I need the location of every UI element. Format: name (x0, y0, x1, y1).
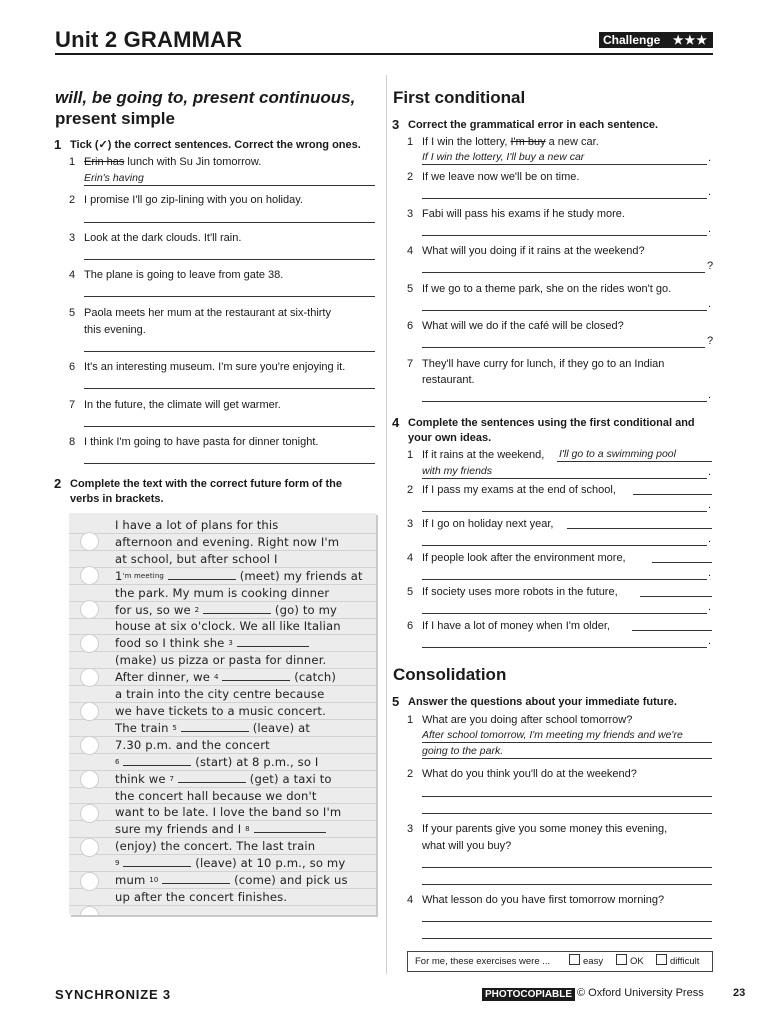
item-text: The plane is going to leave from gate 38. (84, 269, 284, 281)
ex3-item-7 (407, 356, 665, 372)
answer-line[interactable] (422, 796, 712, 797)
item-number: 7 (69, 399, 76, 411)
ex3-item-1 (407, 134, 599, 150)
notebook-line: the park. My mum is cooking dinner (115, 585, 330, 600)
line-text: (start) at 8 p.m., so I (191, 754, 319, 769)
notebook-line (115, 669, 371, 686)
item-number: 5 (407, 283, 414, 295)
answer-line[interactable] (422, 884, 712, 885)
notebook-line: a train into the city centre because (115, 687, 325, 702)
publisher-credit: © Oxford University Press (577, 987, 704, 999)
ex5-item-4 (407, 892, 665, 908)
notebook-line (115, 720, 371, 737)
line-text: mum (115, 873, 150, 888)
line-text: sure my friends and I (115, 822, 246, 837)
answer-line[interactable] (422, 938, 712, 939)
title-line-1: will, be going to, present continuous, (55, 88, 356, 107)
checkbox-difficult[interactable] (656, 954, 667, 965)
notebook-line (115, 635, 371, 652)
exercise-4-text-1: Complete the sentences using the first conditional and (408, 417, 695, 429)
item-number: 4 (407, 894, 414, 906)
ex1-item-5-cont: this evening. (84, 324, 146, 336)
gap-number: 'm meeting (122, 571, 165, 580)
line-text: think we (115, 771, 170, 786)
exercise-1-text: Tick (✓) the correct sentences. Correct the wrong ones. (70, 139, 361, 151)
section-title-consolidation: Consolidation (393, 665, 507, 684)
exercise-4-number: 4 (392, 415, 400, 430)
ex3-item-7-cont: restaurant. (422, 374, 475, 386)
binder-ring-icon (80, 668, 99, 687)
notebook-line (115, 855, 371, 872)
binder-ring-icon (80, 702, 99, 721)
gap-number: 9 (115, 859, 120, 868)
gap-blank[interactable] (123, 754, 191, 766)
answer-line[interactable] (84, 296, 375, 297)
struck-text: I'm buy (510, 136, 546, 148)
item-number: 5 (69, 307, 76, 319)
page-number: 23 (733, 987, 746, 999)
item-text: What will we do if the café will be closed? (422, 320, 624, 332)
answer-line[interactable] (422, 647, 707, 648)
ex4-item-1 (407, 447, 545, 463)
answer-line[interactable] (422, 401, 707, 402)
answer-line[interactable] (422, 813, 712, 814)
item-number: 1 (407, 136, 414, 148)
item-text: If I win the lottery, (422, 136, 511, 148)
line-end-punct: . (708, 298, 712, 310)
line-text: for us, so we (115, 602, 195, 617)
item-text: What do you think you'll do at the weekend? (422, 768, 637, 780)
ex3-item-3 (407, 206, 625, 222)
item-text: What lesson do you have first tomorrow morning? (422, 894, 665, 906)
line-end-punct: . (708, 499, 712, 511)
challenge-badge (599, 32, 713, 48)
gap-blank[interactable] (178, 771, 246, 783)
line-text: (leave) at 10 p.m., so my (191, 856, 346, 871)
answer-line[interactable] (422, 545, 707, 546)
item-text: If we go to a theme park, she on the rides won't go. (422, 283, 672, 295)
line-end-punct: . (708, 635, 712, 647)
challenge-label: Challenge (603, 33, 661, 47)
answer-line[interactable] (84, 259, 375, 260)
ex3-answer-1: If I win the lottery, I'll buy a new car (422, 151, 585, 163)
brand-logo: SYNCHRONIZE 3 (55, 987, 171, 1002)
item-text-end: a new car. (545, 136, 599, 148)
line-text: The train (115, 720, 173, 735)
answer-line[interactable] (557, 461, 712, 462)
option-easy-label: easy (583, 956, 604, 967)
item-number: 1 (407, 449, 414, 461)
answer-line[interactable] (422, 758, 712, 759)
ex5-answer-1b: going to the park. (422, 745, 504, 757)
item-text: I think I'm going to have pasta for dinner tonight. (84, 436, 319, 448)
ex3-item-2 (407, 169, 580, 185)
exercise-2-text-1: Complete the text with the correct future form of the (70, 478, 342, 490)
ex1-item-5 (69, 305, 331, 321)
ex3-item-5 (407, 281, 672, 297)
gap-number: 4 (213, 673, 219, 682)
gap-number: 3 (228, 639, 233, 648)
answer-line[interactable] (422, 235, 707, 236)
binder-ring-icon (80, 906, 99, 915)
item-text: If society uses more robots in the future, (422, 586, 618, 598)
answer-line[interactable] (84, 351, 375, 352)
item-number: 6 (69, 361, 76, 373)
exercise-3-instruction (392, 117, 659, 133)
item-text: Look at the dark clouds. It'll rain. (84, 232, 242, 244)
self-check-box (407, 951, 713, 972)
item-text: If I have a lot of money when I'm older, (422, 620, 610, 632)
answer-line[interactable] (567, 528, 712, 529)
item-text: In the future, the climate will get warmer. (84, 399, 281, 411)
line-end-punct: . (708, 533, 712, 545)
exercise-3-number: 3 (392, 117, 400, 132)
gap-number: 6 (115, 757, 120, 766)
notebook-line: I have a lot of plans for this (115, 518, 279, 532)
line-text: food so I think she (115, 636, 229, 651)
line-text: After dinner, we (115, 670, 214, 685)
notebook-paragraph (115, 517, 371, 906)
notebook-line: up after the concert finishes. (115, 889, 288, 904)
item-text: If it rains at the weekend, (422, 449, 545, 461)
item-text: If your parents give you some money this evening, (422, 823, 668, 835)
ex3-item-4 (407, 243, 645, 259)
item-text: I promise I'll go zip-lining with you on holiday. (84, 194, 303, 206)
exercise-5-text: Answer the questions about your immediate future. (408, 696, 677, 708)
item-text: If people look after the environment more, (422, 552, 626, 564)
gap-blank[interactable] (181, 720, 249, 732)
line-text: (meet) my friends at (235, 568, 363, 583)
ex4-item-4 (407, 550, 626, 566)
exercise-1-number: 1 (54, 137, 62, 152)
line-text: (get) a taxi to (245, 771, 332, 786)
item-text: If we leave now we'll be on time. (422, 171, 580, 183)
item-number: 3 (407, 208, 414, 220)
notebook-line (115, 602, 371, 619)
line-end-punct: ? (707, 335, 714, 347)
answer-line[interactable] (422, 198, 707, 199)
answer-line[interactable] (84, 185, 375, 186)
item-number: 6 (407, 320, 414, 332)
answer-line[interactable] (422, 742, 712, 743)
notebook-line (115, 754, 371, 771)
item-text: What are you doing after school tomorrow? (422, 714, 633, 726)
line-text: (leave) at (248, 720, 311, 735)
answer-line[interactable] (84, 388, 375, 389)
answer-line[interactable] (422, 347, 705, 348)
ex5-item-1 (407, 712, 633, 728)
gap-blank[interactable] (222, 669, 290, 681)
checkbox-ok[interactable] (616, 954, 627, 965)
item-number: 1 (69, 156, 76, 168)
gap-blank[interactable] (237, 635, 309, 647)
notebook-line: we have tickets to a music concert. (115, 703, 326, 718)
item-text: lunch with Su Jin tomorrow. (124, 156, 262, 168)
line-text: 1 (115, 568, 123, 583)
item-text: It's an interesting museum. I'm sure you're enjoying it. (84, 361, 346, 373)
line-end-punct: . (708, 223, 712, 235)
item-number: 3 (69, 232, 76, 244)
title-line-2: present simple (55, 109, 175, 128)
ex1-item-3 (69, 230, 242, 246)
gap-number: 5 (172, 723, 178, 732)
gap-number: 7 (169, 774, 175, 783)
notebook-line: afternoon and evening. Right now I'm (115, 534, 340, 549)
exercise-5-instruction (392, 694, 677, 710)
item-text: Paola meets her mum at the restaurant at six-thirty (84, 307, 331, 319)
item-number: 2 (69, 194, 76, 206)
binder-ring-icon (80, 634, 99, 653)
gap-blank[interactable] (123, 855, 191, 867)
gap-blank[interactable] (162, 872, 230, 884)
gap-number: 2 (194, 605, 200, 614)
answer-line[interactable] (640, 596, 712, 597)
exercise-2-number: 2 (54, 476, 62, 491)
ex4-item-3 (407, 516, 554, 532)
ex3-item-6 (407, 318, 624, 334)
binder-ring-icon (80, 566, 99, 585)
ex1-item-2 (69, 192, 303, 208)
exercise-4-instruction (392, 415, 695, 446)
item-text: Fabi will pass his exams if he study more. (422, 208, 625, 220)
notebook-line: at school, but after school I (115, 551, 278, 566)
item-number: 2 (407, 768, 414, 780)
answer-line[interactable] (422, 272, 705, 273)
gap-number: 10 (149, 876, 159, 885)
item-text: If I go on holiday next year, (422, 518, 554, 530)
answer-line[interactable] (633, 494, 712, 495)
exercise-2-instruction (54, 476, 342, 507)
ex1-item-7 (69, 397, 281, 413)
notebook-line: want to be late. I love the band so I'm (115, 805, 342, 820)
answer-line[interactable] (422, 310, 707, 311)
binder-ring-icon (80, 872, 99, 891)
notebook-line: (enjoy) the concert. The last train (115, 839, 316, 854)
struck-text: Erin has (84, 156, 125, 168)
answer-line[interactable] (422, 579, 707, 580)
answer-line[interactable] (652, 562, 712, 563)
line-end-punct: . (708, 567, 712, 579)
notebook-line: (make) us pizza or pasta for dinner. (115, 653, 327, 668)
option-difficult[interactable] (656, 952, 699, 971)
binder-ring-icon (80, 532, 99, 551)
answer-line[interactable] (632, 630, 712, 631)
option-ok-label: OK (630, 956, 644, 967)
ex4-item-2 (407, 482, 616, 498)
gap-number: 8 (245, 825, 250, 834)
line-end-punct: . (708, 186, 712, 198)
item-number: 5 (407, 586, 414, 598)
exercise-2-text-2: verbs in brackets. (70, 493, 164, 505)
item-number: 6 (407, 620, 414, 632)
section-title-first-conditional: First conditional (393, 88, 526, 107)
item-number: 2 (407, 484, 414, 496)
unit-title: Unit 2 GRAMMAR (55, 27, 243, 52)
item-number: 1 (407, 714, 414, 726)
answer-line[interactable] (422, 613, 707, 614)
ex5-item-3 (407, 821, 668, 837)
line-end-punct: . (708, 601, 712, 613)
answer-line[interactable] (84, 222, 375, 223)
column-divider (386, 75, 387, 974)
ex1-item-1 (69, 154, 262, 170)
item-number: 4 (69, 269, 76, 281)
notebook-line: the concert hall because we don't (115, 788, 317, 803)
option-difficult-label: difficult (670, 956, 700, 967)
notebook-line: 7.30 p.m. and the concert (115, 737, 270, 752)
ex5-item-2 (407, 766, 637, 782)
ex1-item-6 (69, 359, 346, 375)
item-number: 8 (69, 436, 76, 448)
exercise-5-number: 5 (392, 694, 400, 709)
item-number: 4 (407, 245, 414, 257)
answer-line[interactable] (422, 921, 712, 922)
exercise-4-text-2: your own ideas. (408, 432, 492, 444)
gap-blank[interactable] (203, 602, 271, 614)
section-title-grammar (55, 87, 355, 129)
ex4-answer-1b: with my friends (422, 465, 493, 477)
answer-line[interactable] (422, 511, 707, 512)
notebook-line (115, 568, 371, 585)
option-ok[interactable] (616, 952, 644, 971)
line-text: (catch) (290, 670, 337, 685)
notebook-line: house at six o'clock. We all like Italian (115, 619, 341, 634)
ex5-item-3-cont: what will you buy? (422, 840, 512, 852)
ex1-item-4 (69, 267, 284, 283)
exercise-3-text: Correct the grammatical error in each sentence. (408, 119, 659, 131)
line-text: (go) to my (271, 602, 338, 617)
self-check-label: For me, these exercises were ... (415, 956, 551, 967)
gap-blank[interactable] (254, 821, 326, 833)
item-text: They'll have curry for lunch, if they go to an Indian (422, 358, 665, 370)
header-divider (55, 53, 713, 55)
ex1-item-8 (69, 434, 319, 450)
answer-line[interactable] (422, 867, 712, 868)
answer-line[interactable] (84, 463, 375, 464)
notebook-line (115, 872, 371, 889)
gap-blank[interactable] (168, 568, 236, 580)
item-number: 2 (407, 171, 414, 183)
answer-line[interactable] (422, 164, 707, 165)
notebook-line (115, 771, 371, 788)
line-end-punct: . (708, 466, 712, 478)
star-rating-icon: ★★★ (672, 33, 708, 47)
notebook-text (69, 513, 376, 915)
item-text: If I pass my exams at the end of school, (422, 484, 616, 496)
ex4-answer-1a: I'll go to a swimming pool (559, 448, 676, 460)
item-number: 3 (407, 823, 414, 835)
exercise-1-instruction (54, 137, 361, 153)
binder-ring-icon (80, 804, 99, 823)
answer-line[interactable] (422, 478, 707, 479)
binder-ring-icon (80, 736, 99, 755)
item-number: 7 (407, 358, 414, 370)
ex4-item-6 (407, 618, 610, 634)
ex1-answer-1: Erin's having (84, 172, 144, 184)
binder-ring-icon (80, 838, 99, 857)
answer-line[interactable] (84, 426, 375, 427)
line-end-punct: ? (707, 260, 714, 272)
photocopiable-label: PHOTOCOPIABLE (482, 988, 575, 1001)
item-number: 3 (407, 518, 414, 530)
line-end-punct: . (708, 152, 712, 164)
line-text: (come) and pick us (230, 873, 348, 888)
item-number: 4 (407, 552, 414, 564)
binder-ring-icon (80, 770, 99, 789)
ex4-item-5 (407, 584, 618, 600)
item-text: What will you doing if it rains at the weekend? (422, 245, 645, 257)
option-easy[interactable] (569, 952, 603, 971)
line-end-punct: . (708, 389, 712, 401)
notebook-line (115, 821, 371, 838)
ex5-answer-1a: After school tomorrow, I'm meeting my friends and we're (422, 729, 683, 741)
checkbox-easy[interactable] (569, 954, 580, 965)
binder-ring-icon (80, 600, 99, 619)
